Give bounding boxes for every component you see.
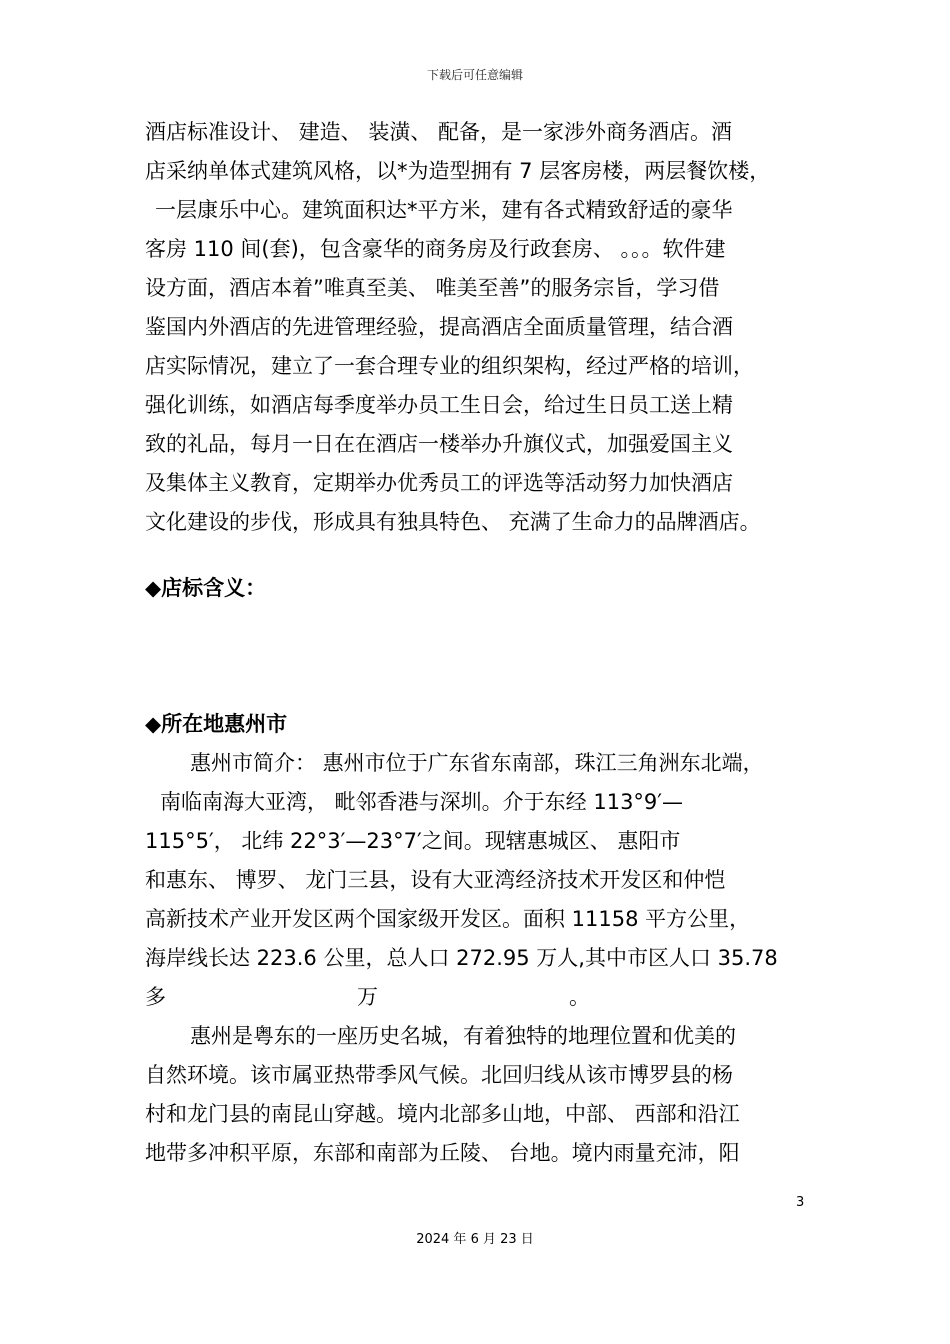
- body-line: 店实际情况，建立了一套合理专业的组织架构，经过严格的培训，: [145, 354, 754, 378]
- header-note: 下载后可任意编辑: [426, 68, 523, 82]
- body-word: 万: [357, 985, 378, 1009]
- section-heading-city: ◆所在地惠州市: [145, 712, 288, 736]
- page-number: 3: [796, 1195, 805, 1210]
- body-line: 和惠东、 博罗、 龙门三县，设有大亚湾经济技术开发区和仲恺: [145, 868, 726, 892]
- body-line: 一层康乐中心。建筑面积达*平方米，建有各式精致舒适的豪华: [155, 198, 733, 222]
- body-line: 店采纳单体式建筑风格，以*为造型拥有 7 层客房楼，两层餐饮楼，: [145, 159, 771, 183]
- body-line: 115°5′， 北纬 22°3′—23°7′之间。现辖惠城区、 惠阳市: [145, 829, 681, 853]
- body-line: 高新技术产业开发区两个国家级开发区。面积 11158 平方公里，: [145, 907, 751, 931]
- body-line: 致的礼品，每月一日在在酒店一楼举办升旗仪式，加强爱国主义: [145, 432, 733, 456]
- body-line: 鉴国内外酒店的先进管理经验，提高酒店全面质量管理，结合酒: [145, 315, 733, 339]
- body-line: 海岸线长达 223.6 公里，总人口 272.95 万人,其中市区人口 35.78: [145, 946, 778, 970]
- body-line: 设方面，酒店本着”唯真至美、 唯美至善”的服务宗旨，学习借: [145, 276, 720, 300]
- body-line: 地带多冲积平原，东部和南部为丘陵、 台地。境内雨量充沛，阳: [145, 1141, 740, 1165]
- body-line: 客房 110 间(套)，包含豪华的商务房及行政套房、 。。。软件建: [145, 237, 726, 261]
- body-line: 酒店标准设计、 建造、 装潢、 配备，是一家涉外商务酒店。酒: [145, 120, 733, 144]
- body-line: 文化建设的步伐，形成具有独具特色、 充满了生命力的品牌酒店。: [145, 510, 761, 534]
- body-line: 村和龙门县的南昆山穿越。境内北部多山地，中部、 西部和沿江: [145, 1102, 740, 1126]
- body-line: 及集体主义教育，定期举办优秀员工的评选等活动努力加快酒店: [145, 471, 733, 495]
- body-line: 强化训练，如酒店每季度举办员工生日会，给过生日员工送上精: [145, 393, 733, 417]
- body-line: 南临南海大亚湾， 毗邻香港与深圳。介于东经 113°9′—: [160, 790, 684, 814]
- body-word: 多: [145, 985, 166, 1009]
- body-line-justified: [145, 983, 590, 1011]
- body-line: 惠州市简介： 惠州市位于广东省东南部，珠江三角洲东北端，: [190, 751, 764, 775]
- body-line: 自然环境。该市属亚热带季风气候。北回归线从该市博罗县的杨: [145, 1063, 733, 1087]
- body-line: 惠州是粤东的一座历史名城，有着独特的地理位置和优美的: [190, 1024, 736, 1048]
- section-heading-logo-meaning: ◆店标含义：: [145, 576, 267, 600]
- footer-date: 2024 年 6 月 23 日: [416, 1232, 534, 1247]
- body-word: 。: [569, 985, 590, 1009]
